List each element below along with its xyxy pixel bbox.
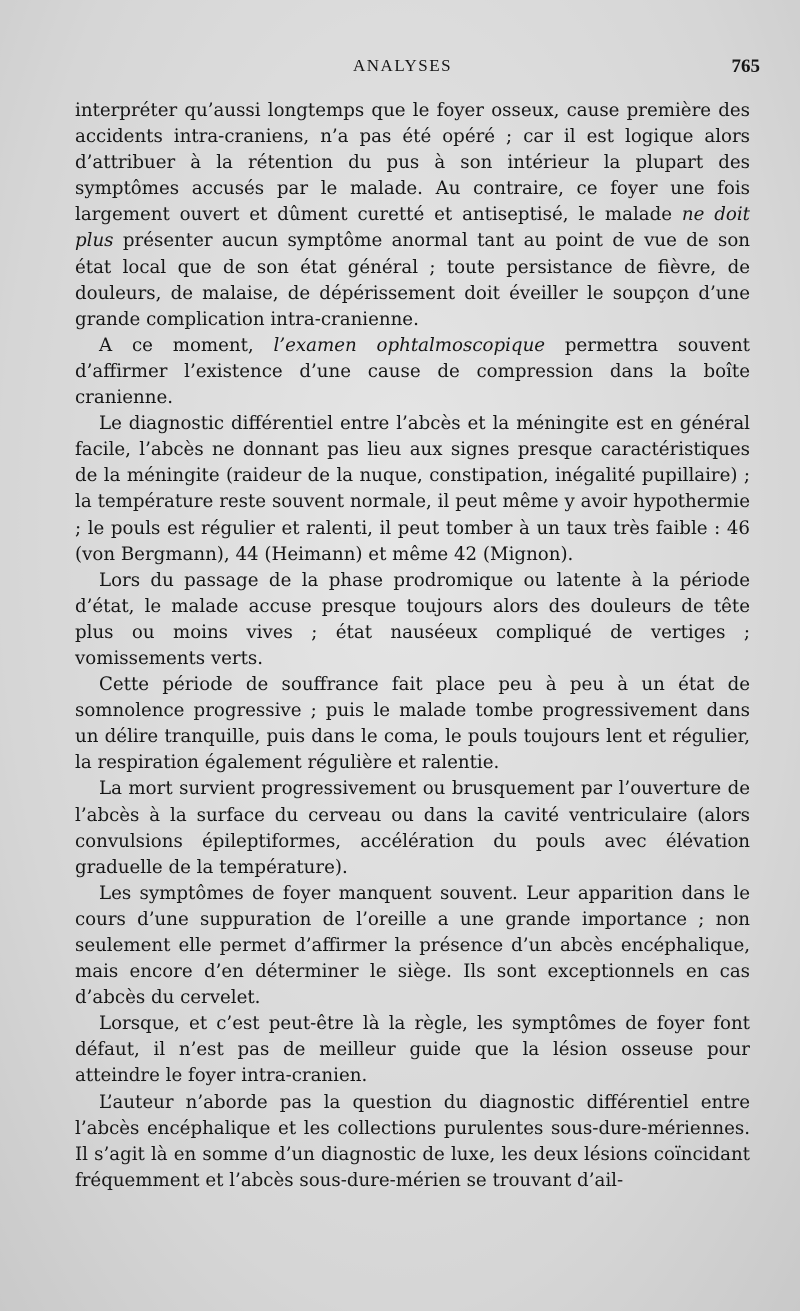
paragraph-5: Cette période de souffrance fait place peu à peu à un état de somnolence progressive ; puis le malade tombe progressivement dans un délire tranquille, puis dans le coma, le pouls toujours lent et régulier, la respiration également régulière et ralentie. [75,674,750,774]
paragraph-1-end: présenter aucun symptôme anormal tant au point de vue de son état local que de son état général ; toute persistance de fièvre, de douleurs, de malaise, de dépérissement doit éveiller le soupçon d’une grande complication intra-cranienne. [75,230,750,330]
paragraph-1-italic: ne doit plus [75,204,750,252]
paragraph-8: Lorsque, et c’est peut-être là la règle, les symptômes de foyer font défaut, il n’est pas de meilleur guide que la lésion osseuse pour atteindre le foyer intra-cranien. [75,1013,750,1087]
paragraph-1 [75,98,750,333]
paragraph-2-end: permettra souvent d’affirmer l’existence d’une cause de compression dans la boîte cranienne. [75,334,750,409]
paragraph-2 [75,333,750,411]
paragraph-9: L’auteur n’aborde pas la question du diagnostic différentiel entre l’abcès encéphalique et les collections purulentes sous-dure-mériennes. Il s’agit là en somme d’un diagnostic de luxe, les deux lésions coïncidant fréquemment et l’abcès sous-dure-mérien se trouvant d’ail- [75,1091,750,1191]
running-title: ANALYSES [353,56,453,75]
body-text [75,98,750,1194]
paragraph-2-italic: l’examen ophtalmoscopique [273,334,546,356]
paragraph-6: La mort survient progressivement ou brusquement par l’ouverture de l’abcès à la surface du cerveau ou dans la cavité ventriculaire (alors convulsions épileptiformes, accélération du pouls avec élévation graduelle de la température). [75,778,750,878]
paragraph-4: Lors du passage de la phase prodromique ou latente à la période d’état, le malade accuse presque toujours alors des douleurs de tête plus ou moins vives ; état nauséeux compliqué de vertiges ; vomissements verts. [75,569,750,669]
page-number: 765 [731,56,760,77]
paragraph-3: Le diagnostic différentiel entre l’abcès et la méningite est en général facile, l’abcès ne donnant pas lieu aux signes presque caractéristiques de la méningite (raideur de la nuque, constipation, inégalité pupillaire) ; la température reste souvent normale, il peut même y avoir hypothermie ; le pouls est régulier et ralenti, il peut tomber à un taux très faible : 46 (von Bergmann), 44 (Heimann) et même 42 (Mignon). [75,413,750,565]
paragraph-1-start: interpréter qu’aussi longtemps que le foyer osseux, cause première des accidents intra-craniens, n’a pas été opéré ; car il est logique alors d’attribuer à la rétention du pus à son intérieur la plupart des symptômes accusés par le malade. Au contraire, ce foyer une fois largement ouvert et dûment curetté et antiseptisé, le malade [75,100,750,226]
running-header [0,56,800,84]
paragraph-7: Les symptômes de foyer manquent souvent. Leur apparition dans le cours d’une suppuration de l’oreille a une grande importance ; non seulement elle permet d’affirmer la présence d’un abcès encéphalique, mais encore d’en déterminer le siège. Ils sont exceptionnels en cas d’abcès du cervelet. [75,882,750,1009]
paragraph-2-start: A ce moment, [99,334,274,356]
